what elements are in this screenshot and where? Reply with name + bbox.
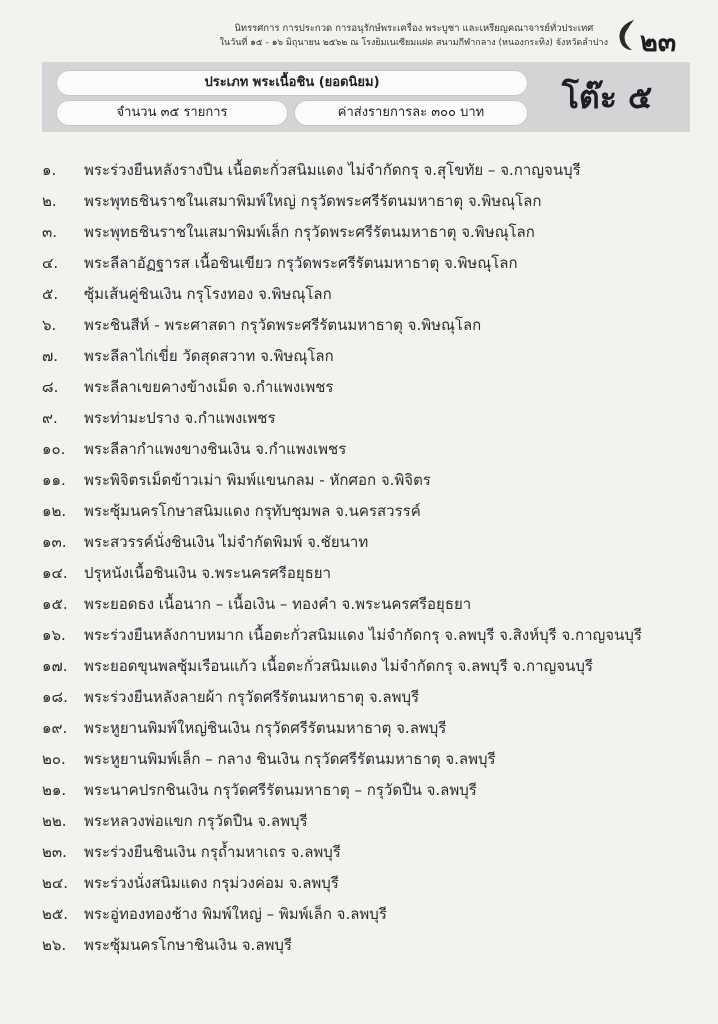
page-header [0,18,718,58]
item-number: ๑๐. [42,440,66,458]
item-text: พระอู่ทองทองช้าง พิมพ์ใหญ่ – พิมพ์เล็ก จ.ลพบุรี [84,905,387,923]
item-text: ซุ้มเส้นคู่ชินเงิน กรุโรงทอง จ.พิษณุโลก [84,285,332,303]
list-item [0,495,718,527]
list-item [0,433,718,465]
list-item [0,557,718,589]
list-item [0,154,718,186]
list-item [0,278,718,310]
item-number: ๑๙. [42,719,68,737]
item-number: ๑๕. [42,595,68,613]
item-number: ๑๒. [42,502,67,520]
entry-fee: ค่าส่งรายการละ ๓๐๐ บาท [294,100,528,126]
item-text: พระสวรรค์นั่งชินเงิน ไม่จำกัดพิมพ์ จ.ชัยนาท [84,533,369,551]
item-number: ๑. [42,161,57,179]
item-number: ๒๔. [42,874,69,892]
page-number: ๒๓ [640,27,677,58]
event-header-line-2: ในวันที่ ๑๕ - ๑๖ มิถุนายน ๒๕๖๒ ณ โรงยิมเนเซียมแฝด สนามกีฬากลาง (หนองกระทิง) จังหวัดลำปาง [219,38,608,48]
item-text: พระยอดขุนพลซุ้มเรือนแก้ว เนื้อตะกั่วสนิมแดง ไม่จำกัดกรุ จ.ลพบุรี จ.กาญจนบุรี [84,657,593,675]
item-number: ๒๐. [42,750,66,768]
ornament-icon [614,18,638,52]
item-text: พระลีลาไก่เขี่ย วัดสุดสวาท จ.พิษณุโลก [84,347,334,365]
item-text: พระร่วงยืนหลังลายผ้า กรุวัดศรีรัตนมหาธาตุ จ.ลพบุรี [84,688,420,706]
item-text: พระร่วงยืนชินเงิน กรุถ้ำมหาเถร จ.ลพบุรี [84,843,341,861]
item-text: พระลีลาอัฏฐารส เนื้อชินเขียว กรุวัดพระศรีรัตนมหาธาตุ จ.พิษณุโลก [84,254,518,272]
item-number: ๓. [42,223,58,241]
item-number: ๒๑. [42,781,67,799]
list-item [0,371,718,403]
table-label: โต๊ะ ๕ [561,78,653,116]
category-title: ประเภท พระเนื้อชิน (ยอดนิยม) [56,70,528,96]
item-text: พระยอดธง เนื้อนาก – เนื้อเงิน – ทองคำ จ.พระนครศรีอยุธยา [84,595,472,613]
item-number: ๖. [42,316,57,334]
item-number: ๘. [42,378,59,396]
item-text: พระหูยานพิมพ์เล็ก – กลาง ชินเงิน กรุวัดศรีรัตนมหาธาตุ จ.ลพบุรี [84,750,496,768]
item-number: ๑๓. [42,533,67,551]
item-number: ๑๗. [42,657,68,675]
item-text: พระพิจิตรเม็ดข้าวเม่า พิมพ์แขนกลม - หักศอก จ.พิจิตร [84,471,431,489]
list-item [0,836,718,868]
item-number: ๑๘. [42,688,68,706]
list-item [0,340,718,372]
item-number: ๒. [42,192,57,210]
item-number: ๙. [42,409,58,427]
list-item [0,774,718,806]
entry-count: จำนวน ๓๕ รายการ [56,100,288,126]
item-number: ๒๓. [42,843,67,861]
item-text: พระร่วงยืนหลังรางปืน เนื้อตะกั่วสนิมแดง ไม่จำกัดกรุ จ.สุโขทัย – จ.กาญจนบุรี [84,161,581,179]
item-number: ๒๒. [42,812,67,830]
list-item [0,247,718,279]
item-number: ๔. [42,254,59,272]
item-text: พระหลวงพ่อแขก กรุวัดปืน จ.ลพบุรี [84,812,308,830]
category-box [42,62,690,132]
item-text: พระซุ้มนครโกษาชินเงิน จ.ลพบุรี [84,936,292,954]
list-item [0,216,718,248]
event-header-line-1: นิทรรศการ การประกวด การอนุรักษ์พระเครื่อง พระบูชา และเหรียญคณาจารย์ทั่วประเทศ [234,23,594,34]
item-number: ๑๔. [42,564,68,582]
item-text: พระชินสีห์ - พระศาสดา กรุวัดพระศรีรัตนมหาธาตุ จ.พิษณุโลก [84,316,482,334]
list-item [0,712,718,744]
list-item [0,526,718,558]
item-text: พระนาคปรกชินเงิน กรุวัดศรีรัตนมหาธาตุ – กรุวัดปืน จ.ลพบุรี [84,781,477,799]
item-number: ๑๖. [42,626,66,644]
item-text: พระลีลากำแพงขางชินเงิน จ.กำแพงเพชร [84,440,347,458]
list-item [0,464,718,496]
item-text: ปรุหนังเนื้อชินเงิน จ.พระนครศรีอยุธยา [84,564,331,582]
item-text: พระร่วงยืนหลังกาบหมาก เนื้อตะกั่วสนิมแดง ไม่จำกัดกรุ จ.ลพบุรี จ.สิงห์บุรี จ.กาญจนบุรี [84,626,642,644]
list-item [0,929,718,961]
item-text: พระหูยานพิมพ์ใหญ่ชินเงิน กรุวัดศรีรัตนมหาธาตุ จ.ลพบุรี [84,719,447,737]
list-item [0,185,718,217]
list-item [0,588,718,620]
list-item [0,650,718,682]
list-item [0,898,718,930]
event-header [220,22,608,50]
list-item [0,309,718,341]
item-number: ๒๕. [42,905,69,923]
list-item [0,619,718,651]
list-item [0,681,718,713]
item-number: ๑๑. [42,471,66,489]
list-item [0,402,718,434]
item-text: พระพุทธชินราชในเสมาพิมพ์ใหญ่ กรุวัดพระศรีรัตนมหาธาตุ จ.พิษณุโลก [84,192,542,210]
item-text: พระท่ามะปราง จ.กำแพงเพชร [84,409,276,427]
item-text: พระลีลาเขยคางข้างเม็ด จ.กำแพงเพชร [84,378,334,396]
list-item [0,805,718,837]
item-number: ๗. [42,347,59,365]
list-item [0,867,718,899]
item-text: พระซุ้มนครโกษาสนิมแดง กรุทับชุมพล จ.นครสวรรค์ [84,502,421,520]
item-number: ๕. [42,285,59,303]
item-text: พระร่วงนั่งสนิมแดง กรุม่วงค่อม จ.ลพบุรี [84,874,339,892]
item-text: พระพุทธชินราชในเสมาพิมพ์เล็ก กรุวัดพระศรีรัตนมหาธาตุ จ.พิษณุโลก [84,223,535,241]
list-item [0,743,718,775]
item-number: ๒๖. [42,936,67,954]
